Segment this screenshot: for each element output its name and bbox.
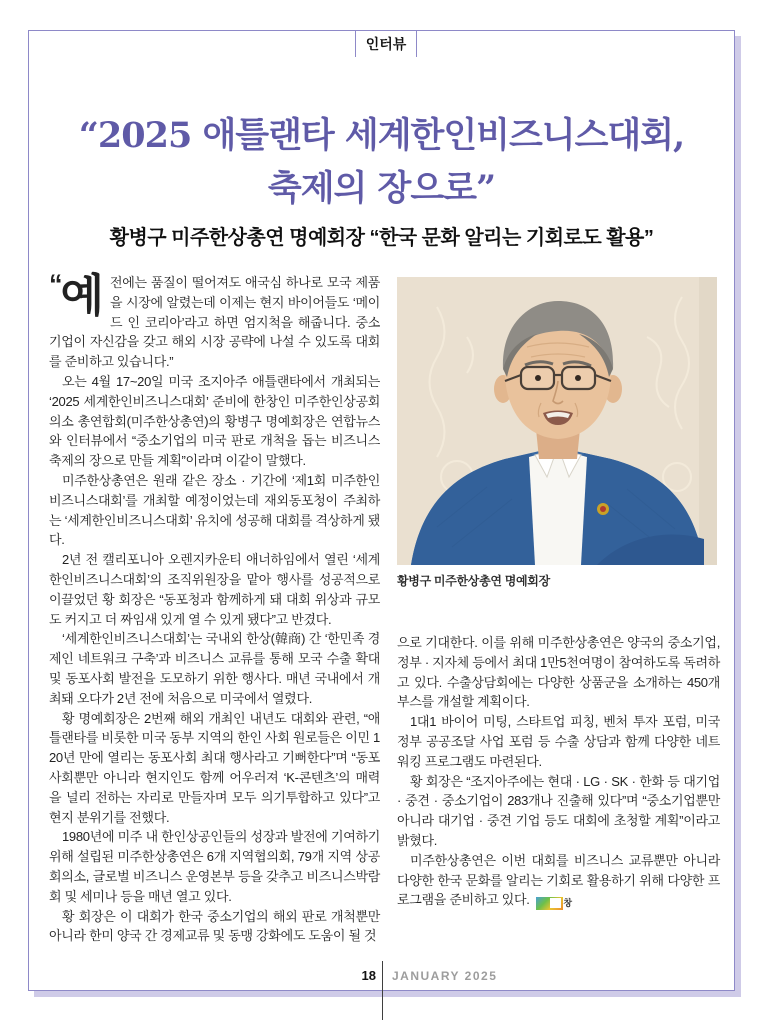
paragraph-text: 전에는 품질이 떨어져도 애국심 하나로 모국 제품을 시장에 알렸는데 이제는 현지 바이어들도 ‘메이드 인 코리아’라고 하면 엄지척을 해줍니다. 중소기업이 자신감을 갖고 해외 시장 공략에 나설 수 있도록 대회를 준비하고 있습니다.”: [49, 275, 380, 370]
paragraph-text: 미주한상총연은 이번 대회를 비즈니스 교류뿐만 아니라 다양한 한국 문화를 알리는 기회로 활용하기 위해 다양한 프로그램을 준비하고 있다.: [397, 852, 720, 908]
paragraph: 황 회장은 이 대회가 한국 중소기업의 해외 판로 개척뿐만 아니라 한미 양국 간 경제교류 및 동맹 강화에도 도움이 될 것: [49, 908, 380, 944]
article-end-mark: [536, 897, 572, 910]
lead-paragraph: [49, 269, 380, 372]
page-frame: [28, 30, 735, 991]
page-number: 18: [361, 968, 376, 983]
portrait-illustration: [397, 277, 717, 565]
section-tab-label: 인터뷰: [365, 35, 407, 52]
paragraph: 으로 기대한다. 이를 위해 미주한상총연은 양국의 중소기업, 정부 · 지자체 등에서 최대 1만5천여명이 참여하도록 독려하고 있다. 수출상담회에는 다양한 상품군을 소개하는 450개 부스를 개설할 계획이다.: [397, 635, 721, 710]
article-subtitle: 황병구 미주한상총연 명예회장 “한국 문화 알리는 기회로도 활용”: [109, 227, 654, 249]
dropcap-block: [49, 269, 104, 321]
paragraph: 미주한상총연은 원래 같은 장소 · 기간에 ‘제1회 미주한인비즈니스대회’를 개최할 예정이었는데 재외동포청이 주최하는 ‘세계한인비즈니스대회’ 유치에 성공해 대회를 격상하게 됐다.: [49, 472, 381, 548]
dropcap-char: 예: [60, 270, 104, 321]
photo-caption: 황병구 미주한상총연 명예회장: [397, 574, 550, 588]
footer-divider-line: [382, 961, 383, 1020]
paragraph: 황 명예회장은 2번째 해외 개최인 내년도 대회와 관련, “애틀랜타를 비롯한 미국 동부 지역의 한인 사회 원로들은 이민 120년 만에 열리는 동포사회 최대 행사라고 기뻐한다”며 “동포사회뿐만 아니라 현지인도 함께 어우러져 ‘K-콘텐츠’의 매력을 널리 전하는 자리로 만들자며 모두 의기투합하고 있다”고 현지 분위기를 전했다.: [49, 710, 380, 825]
paragraph: 오는 4월 17~20일 미국 조지아주 애틀랜타에서 개최되는 ‘2025 세계한인비즈니스대회’ 준비에 한창인 미주한인상공회의소 총연합회(미주한상총연)의 황병구 명예회장은 연합뉴스와 인터뷰에서 “중소기업의 미국 판로 개척을 돕는 비즈니스 축제의 장으로 만들 계획”이라며 이같이 말했다.: [49, 373, 380, 469]
paragraph: 1대1 바이어 미팅, 스타트업 피칭, 벤처 투자 포럼, 미국 정부 공공조달 사업 포럼 등 수출 상담과 함께 다양한 네트워킹 프로그램도 마련된다.: [397, 714, 720, 769]
article-column-right: [397, 633, 720, 910]
paragraph: 2년 전 캘리포니아 오렌지카운티 애너하임에서 열린 ‘세계한인비즈니스대회’의 조직위원장을 맡아 행사를 성공적으로 이끌었던 황 회장은 “동포청과 함께하게 돼 대회 위상과 규모도 커지고 더 짜임새 있게 열 수 있게 됐다”고 반겼다.: [49, 552, 380, 627]
article-title-line2: 축제의 장으로”: [267, 168, 496, 209]
last-paragraph: [397, 851, 720, 910]
article-title: [29, 109, 734, 215]
paragraph: 1980년에 미주 내 한인상공인들의 성장과 발전에 기여하기 위해 설립된 미주한상총연은 6개 지역협의회, 79개 지역 상공회의소, 글로벌 비즈니스 운영본부 등을 갖추고 비즈니스박람회 및 세미나 등을 매년 열고 있다.: [49, 829, 380, 904]
issue-date: JANUARY 2025: [392, 969, 498, 983]
paragraph: 황 회장은 “조지아주에는 현대 · LG · SK · 한화 등 대기업 · 중견 · 중소기업이 283개나 진출해 있다”며 “중소기업뿐만 아니라 대기업 · 중견 기업 등도 대회에 초청할 계획”이라고 밝혔다.: [397, 773, 720, 848]
article-column-left: [49, 269, 381, 946]
article-title-line1: “2025 애틀랜타 세계한인비즈니스대회,: [78, 115, 685, 156]
open-quote-mark: “: [49, 269, 61, 299]
portrait-photo: [397, 277, 717, 565]
paragraph: ‘세계한인비즈니스대회’는 국내외 한상(韓商) 간 ‘한민족 경제인 네트워크 구축’과 비즈니스 교류를 통해 모국 수출 확대 및 동포사회 발전을 도모하기 위한 행사다. 매년 국내에서 개최돼 오다가 2년 전에 처음으로 미국에서 열렸다.: [49, 631, 380, 706]
section-tab: [355, 30, 417, 57]
end-mark-glyph: 창: [550, 898, 561, 908]
